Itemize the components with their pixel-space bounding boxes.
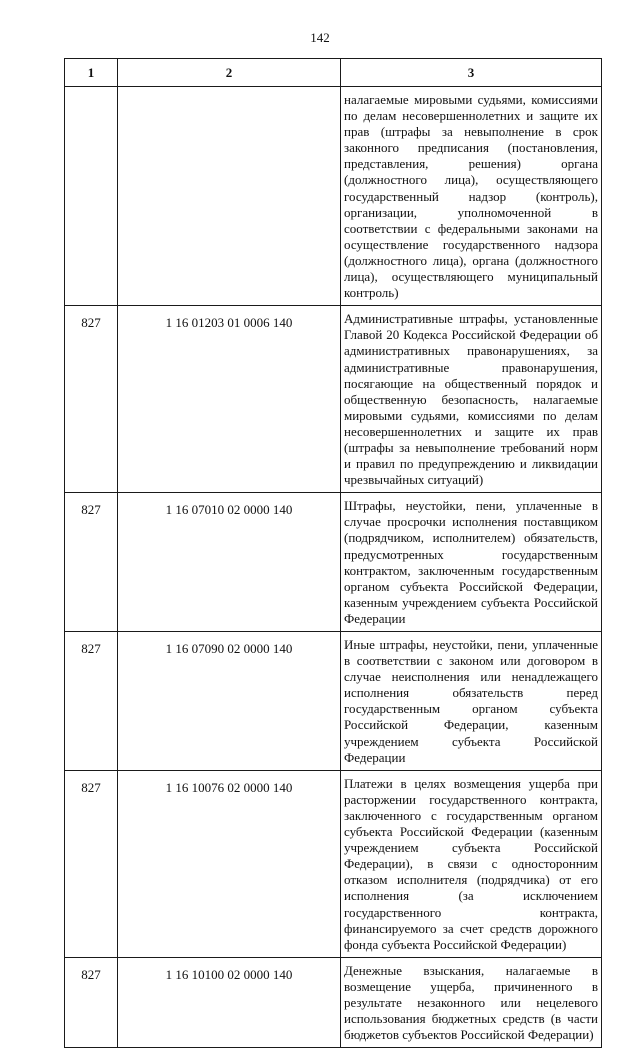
row-description: Денежные взыскания, налагаемые в возмещение ущерба, причиненного в результате незаконного или нецелевого использования бюджетных средств (в части бюджетов субъектов Российской Федерации) — [341, 957, 602, 1047]
row-description: Иные штрафы, неустойки, пени, уплаченные в соответствии с законом или договором в случае неисполнения или ненадлежащего исполнения обязательств перед государственным органом субъекта Российской Федерации, казенным учреждением субъекта Российской Федерации — [341, 632, 602, 771]
row-budget-code: 1 16 10076 02 0000 140 — [118, 770, 341, 957]
row-description: Штрафы, неустойки, пени, уплаченные в случае просрочки исполнения поставщиком (подрядчиком, исполнителем) обязательств, предусмотренных государственным контрактом, заключенным государственным органом субъекта Российской Федерации, казенным учреждением субъекта Российской Федерации — [341, 493, 602, 632]
header-col-2: 2 — [118, 59, 341, 87]
row-admin-code: 827 — [65, 632, 118, 771]
table-row — [65, 306, 602, 493]
row-budget-code: 1 16 01203 01 0006 140 — [118, 306, 341, 493]
row-budget-code: 1 16 07090 02 0000 140 — [118, 632, 341, 771]
row-admin-code: 827 — [65, 957, 118, 1047]
table-row — [65, 493, 602, 632]
row-admin-code: 827 — [65, 770, 118, 957]
table-row — [65, 632, 602, 771]
row-admin-code: 827 — [65, 306, 118, 493]
row-description: налагаемые мировыми судьями, комиссиями по делам несовершеннолетних и защите их прав (штрафы за невыполнение в срок законного предписания (постановления, представления, решения) органа (должностного лица), осуществляющего государственный надзор (контроль), организации, уполномоченной в соответствии с федеральными законами на осуществление государственного надзора (должностного лица), органа (должностного лица), осуществляющего муниципальный контроль) — [341, 87, 602, 306]
row-admin-code: 827 — [65, 493, 118, 632]
row-admin-code — [65, 87, 118, 306]
table-row — [65, 770, 602, 957]
row-budget-code: 1 16 10100 02 0000 140 — [118, 957, 341, 1047]
row-description: Платежи в целях возмещения ущерба при расторжении государственного контракта, заключенного с государственным органом субъекта Российской Федерации (казенным учреждением субъекта Российской Федерации), в связи с односторонним отказом исполнителя (подрядчика) от его исполнения (за исключением государственного контракта, финансируемого за счет средств дорожного фонда субъекта Российской Федерации) — [341, 770, 602, 957]
table-row — [65, 87, 602, 306]
row-budget-code — [118, 87, 341, 306]
row-budget-code: 1 16 07010 02 0000 140 — [118, 493, 341, 632]
page-number: 142 — [310, 30, 330, 45]
table-header-row — [65, 59, 602, 87]
row-description: Административные штрафы, установленные Главой 20 Кодекса Российской Федерации об административных правонарушениях, за административные правонарушения, посягающие на общественный порядок и общественную безопасность, налагаемые мировыми судьями, комиссиями по делам несовершеннолетних и защите их прав (штрафы за невыполнение требований норм и правил по предупреждению и ликвидации чрезвычайных ситуаций) — [341, 306, 602, 493]
table-row — [65, 957, 602, 1047]
header-col-3: 3 — [341, 59, 602, 87]
header-col-1: 1 — [65, 59, 118, 87]
budget-codes-table — [64, 58, 602, 1048]
